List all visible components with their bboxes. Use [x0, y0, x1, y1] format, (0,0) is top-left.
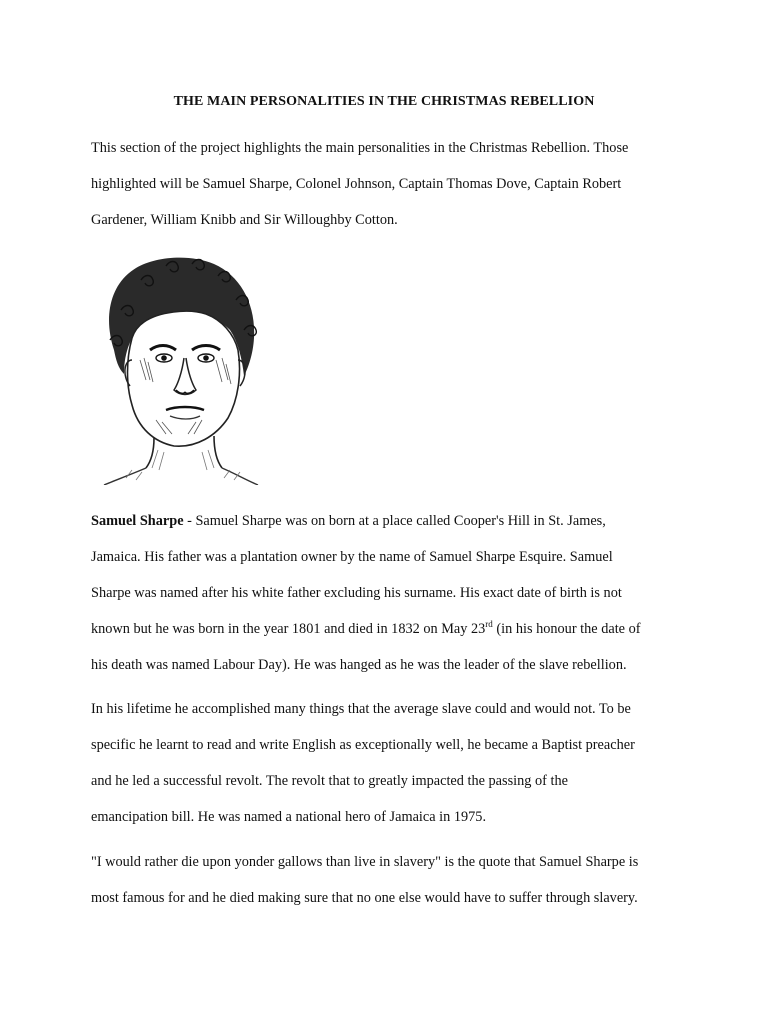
sharpe-paragraph: [91, 510, 681, 690]
sharpe-line-text: Samuel Sharpe was on born at a place called Cooper's Hill in St. James,: [195, 513, 606, 529]
lifetime-paragraph: [91, 698, 681, 842]
sharpe-line: Sharpe was named after his white father excluding his surname. His exact date of birth is not: [91, 585, 622, 601]
sharpe-line: [91, 618, 681, 654]
quote-line: "I would rather die upon yonder gallows than live in slavery" is the quote that Samuel Sharpe is: [91, 854, 639, 870]
lifetime-line: specific he learnt to read and write English as exceptionally well, he became a Baptist preacher: [91, 737, 635, 753]
portrait-sketch-image: [96, 250, 262, 485]
sharpe-line: Jamaica. His father was a plantation owner by the name of Samuel Sharpe Esquire. Samuel: [91, 549, 613, 565]
document-title: THE MAIN PERSONALITIES IN THE CHRISTMAS REBELLION: [173, 94, 595, 109]
separator: -: [183, 513, 196, 529]
sharpe-line: his death was named Labour Day). He was hanged as he was the leader of the slave rebellion.: [91, 657, 627, 673]
lifetime-line: emancipation bill. He was named a national hero of Jamaica in 1975.: [91, 809, 487, 825]
sharpe-name: Samuel Sharpe: [91, 513, 184, 529]
lifetime-line: and he led a successful revolt. The revolt that to greatly impacted the passing of the: [91, 773, 568, 789]
lifetime-line: In his lifetime he accomplished many things that the average slave could and would not. To be: [91, 701, 631, 717]
sharpe-line-text: known but he was born in the year 1801 and died in 1832 on May 23: [91, 621, 486, 637]
sharpe-line-text: (in his honour the date of: [492, 621, 641, 637]
intro-line: This section of the project highlights the main personalities in the Christmas Rebellion. Those: [91, 140, 629, 156]
quote-line: most famous for and he died making sure that no one else would have to suffer through slavery.: [91, 890, 638, 906]
intro-line: Gardener, William Knibb and Sir Willoughby Cotton.: [91, 212, 398, 228]
intro-paragraph: [91, 137, 681, 245]
sharpe-line: [91, 510, 681, 546]
ordinal-suffix: rd: [485, 619, 493, 629]
quote-paragraph: [91, 851, 681, 923]
intro-line: highlighted will be Samuel Sharpe, Colonel Johnson, Captain Thomas Dove, Captain Robert: [91, 176, 622, 192]
